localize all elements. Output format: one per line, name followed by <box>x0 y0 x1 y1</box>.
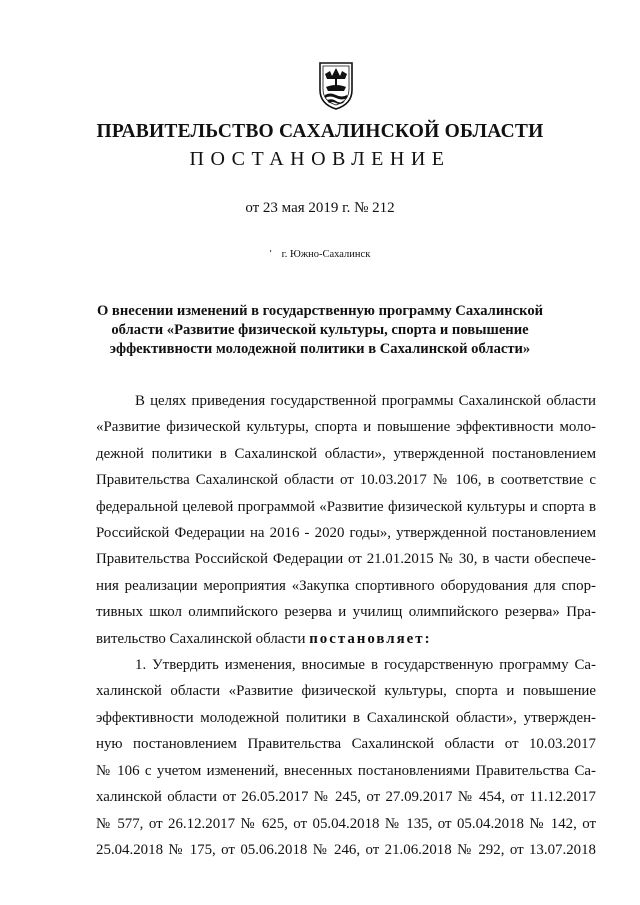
document-title <box>95 302 545 359</box>
body-line: Правительства Сахалинской области от 10.03.2017 № 106, в соответствие с <box>96 472 596 489</box>
item-1-line: № 577, от 26.12.2017 № 625, от 05.04.2018 № 135, от 05.04.2018 № 142, от <box>96 815 596 832</box>
item-1-line: халинской области «Развитие физической культуры, спорта и повышение <box>96 683 596 700</box>
title-line: эффективности молодежной политики в Сахалинской области» <box>109 341 531 357</box>
body-line: ния реализации мероприятия «Закупка спортивного оборудования для спор- <box>96 577 596 594</box>
coat-of-arms-emblem <box>318 60 354 110</box>
document-type: ПОСТАНОВЛЕНИЕ <box>189 148 451 170</box>
item-1-line: 1. Утвердить изменения, вносимые в государственную программу Са- <box>135 657 596 674</box>
city-name: г. Южно-Сахалинск <box>281 249 371 260</box>
document-body <box>96 388 596 863</box>
city-line <box>0 249 640 260</box>
organization-name: ПРАВИТЕЛЬСТВО САХАЛИНСКОЙ ОБЛАСТИ <box>96 121 544 142</box>
resolves-line <box>96 626 596 652</box>
body-line: Российской Федерации на 2016 - 2020 годы», утвержденной постановлением <box>96 525 596 542</box>
item-1-line: 25.04.2018 № 175, от 05.06.2018 № 246, от 21.06.2018 № 292, от 13.07.2018 <box>96 841 596 858</box>
body-line: В целях приведения государственной программы Сахалинской области <box>135 393 596 409</box>
resolves-word: постановляет: <box>309 630 432 647</box>
city-tick-mark: ' <box>269 249 272 260</box>
resolves-prefix: вительство Сахалинской области <box>96 630 310 647</box>
body-line: тивных школ олимпийского резерва и училищ олимпийского резерва» Пра- <box>96 604 596 621</box>
item-1-line: эффективности молодежной политики в Сахалинской области», утвержден- <box>96 709 596 726</box>
body-line: Правительства Российской Федерации от 21.01.2015 № 30, в части обеспече- <box>96 551 596 568</box>
item-1-line: ную постановлением Правительства Сахалинской области от 10.03.2017 <box>96 736 596 753</box>
document-date-number: от 23 мая 2019 г. № 212 <box>245 200 395 216</box>
item-1-line: халинской области от 26.05.2017 № 245, от 27.09.2017 № 454, от 11.12.2017 <box>96 789 596 806</box>
title-line: О внесении изменений в государственную программу Сахалинской <box>96 303 544 319</box>
body-line: «Развитие физической культуры, спорта и повышение эффективности моло- <box>96 419 596 436</box>
item-1-line: № 106 с учетом изменений, внесенных постановлениями Правительства Са- <box>96 762 596 779</box>
title-line: области «Развитие физической культуры, спорта и повышение <box>111 322 529 338</box>
body-line: дежной политики в Сахалинской области», утвержденной постановлением <box>96 445 596 462</box>
body-line: федеральной целевой программой «Развитие физической культуры и спорта в <box>96 498 596 515</box>
